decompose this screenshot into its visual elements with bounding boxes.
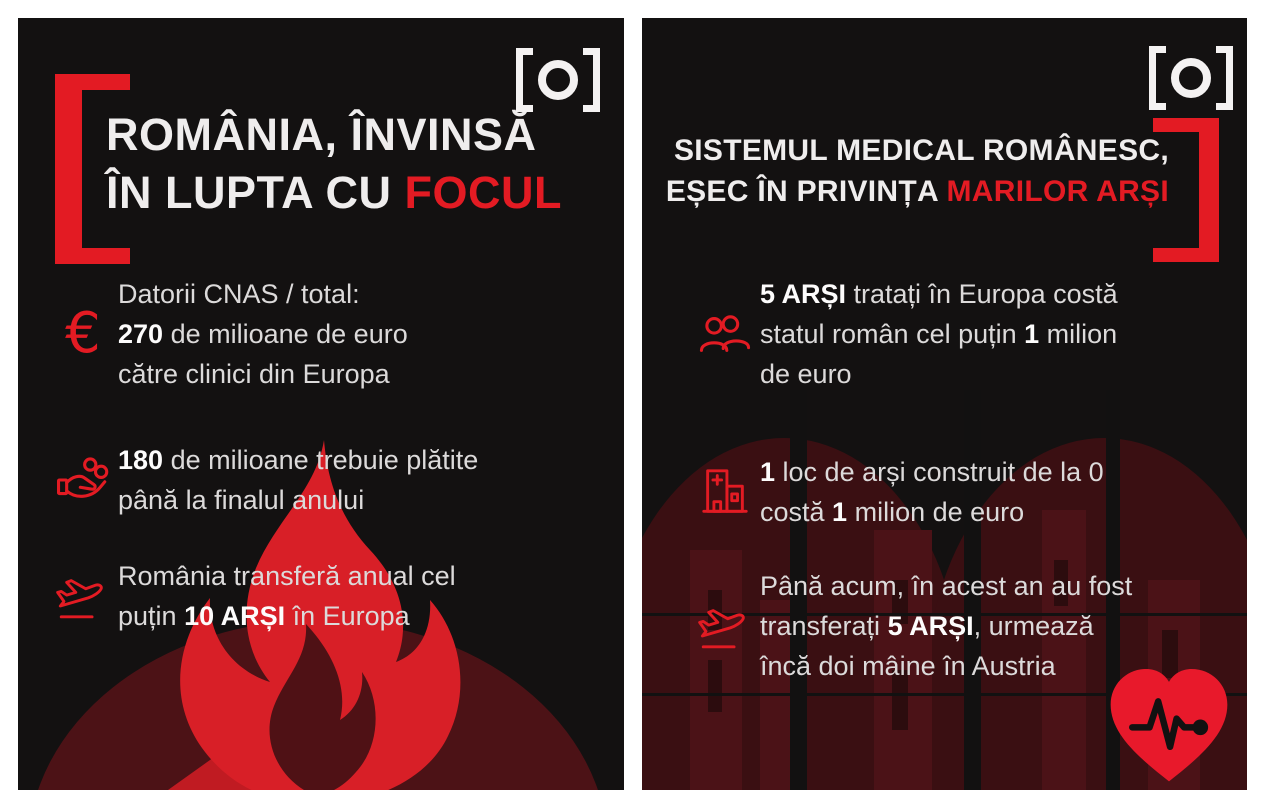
stat-line: de euro: [760, 359, 852, 389]
stat-transfers-abroad: [48, 556, 456, 636]
hand-coins-icon: [48, 454, 118, 506]
stat-line: 180 de milioane trebuie plătite: [118, 445, 479, 475]
stat-line: Până acum, în acest an au fost: [760, 571, 1133, 601]
headline-line2: EȘEC ÎN PRIVINȚA MARILOR ARȘI: [665, 175, 1169, 208]
headline: [666, 130, 1169, 212]
stat-line: 1 loc de arși construit de la 0: [760, 457, 1104, 487]
stat-line: puțin 10 ARȘI în Europa: [118, 601, 410, 631]
observator-logo-icon: [1149, 46, 1233, 110]
people-icon: [690, 311, 760, 357]
headline-line1: ROMÂNIA, ÎNVINSĂ: [106, 109, 537, 160]
stat-treatment-cost: [690, 274, 1118, 394]
observator-logo-icon: [516, 48, 600, 112]
stat-line: către clinici din Europa: [118, 359, 390, 389]
stat-burn-bed-cost: [690, 452, 1104, 532]
stat-line: 270 de milioane de euro: [118, 319, 408, 349]
stat-line: România transferă anual cel: [118, 561, 456, 591]
euro-icon: €: [65, 301, 101, 366]
logo-left-bracket: [1149, 46, 1166, 110]
stat-cnas-debt: [48, 274, 408, 394]
stat-line: transferați 5 ARȘI, urmează: [760, 611, 1094, 641]
logo-ring: [1171, 58, 1211, 98]
logo-right-bracket: [583, 48, 600, 112]
stat-transfers-this-year: [690, 566, 1132, 686]
stat-line: costă 1 milion de euro: [760, 497, 1025, 527]
hospital-icon: [690, 465, 760, 519]
stat-line: 5 ARȘI tratați în Europa costă: [760, 279, 1118, 309]
panel-fire-fight: [18, 18, 624, 790]
stat-line: până la finalul anului: [118, 485, 365, 515]
logo-ring: [538, 60, 578, 100]
plane-takeoff-icon: [690, 598, 760, 654]
stat-payment-deadline: [48, 440, 478, 520]
stat-line: statul român cel puțin 1 milion: [760, 319, 1118, 349]
panel-medical-system: [642, 18, 1247, 790]
headline: [106, 106, 562, 222]
logo-right-bracket: [1216, 46, 1233, 110]
stat-line: Datorii CNAS / total:: [118, 279, 360, 309]
stat-line: încă doi mâine în Austria: [760, 651, 1056, 681]
headline-line2: ÎN LUPTA CU FOCUL: [106, 167, 562, 218]
plane-takeoff-icon: [48, 568, 118, 624]
logo-left-bracket: [516, 48, 533, 112]
headline-line1: SISTEMUL MEDICAL ROMÂNESC,: [673, 134, 1169, 167]
